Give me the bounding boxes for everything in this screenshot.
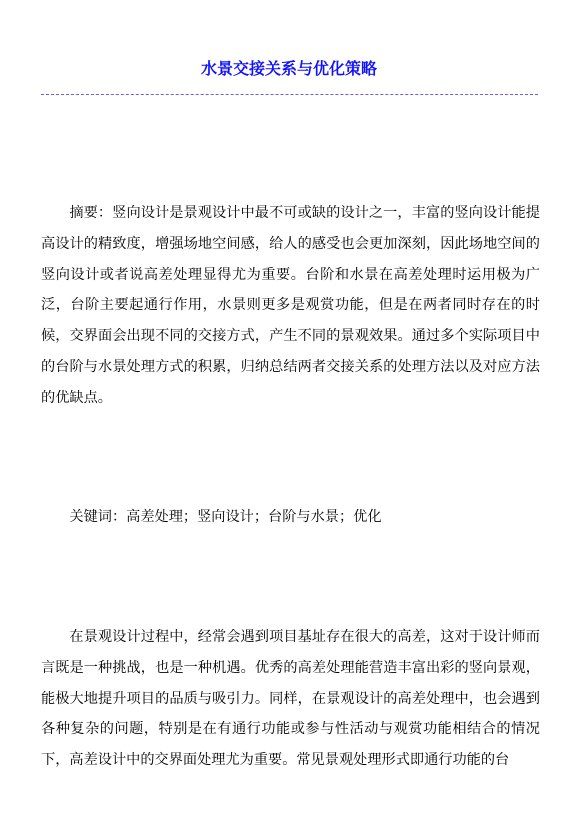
body-paragraph: 在景观设计过程中，经常会遇到项目基址存在很大的高差，这对于设计师而言既是一种挑战，也是一种机遇。优秀的高差处理能营造丰富出彩的竖向景观，能极大地提升项目的品质与吸引力。同样，在景观设计的高差处理中，也会遇到各种复杂的问题，特别是在有通行功能或参与性活动与观赏功能相结合的情况下，高差设计中的交界面处理尤为重要。常见景观处理形式即通行功能的台 xyxy=(41,629,540,769)
title-divider xyxy=(41,94,538,95)
abstract-paragraph: 摘要：竖向设计是景观设计中最不可或缺的设计之一，丰富的竖向设计能提高设计的精致度，增强场地空间感，给人的感受也会更加深刻，因此场地空间的竖向设计或者说高差处理显得尤为重要。台阶和水景在高差处理时运用极为广泛，台阶主要起通行作用，水景则更多是观赏功能，但是在两者同时存在的时候，交界面会出现不同的交接方式，产生不同的景观效果。通过多个实际项目中的台阶与水景处理方式的积累，归纳总结两者交接关系的处理方法以及对应方法的优缺点。 xyxy=(41,205,540,406)
document-title: 水景交接关系与优化策略 xyxy=(200,59,377,78)
keywords-paragraph: 关键词：高差处理；竖向设计；台阶与水景；优化 xyxy=(69,509,382,525)
